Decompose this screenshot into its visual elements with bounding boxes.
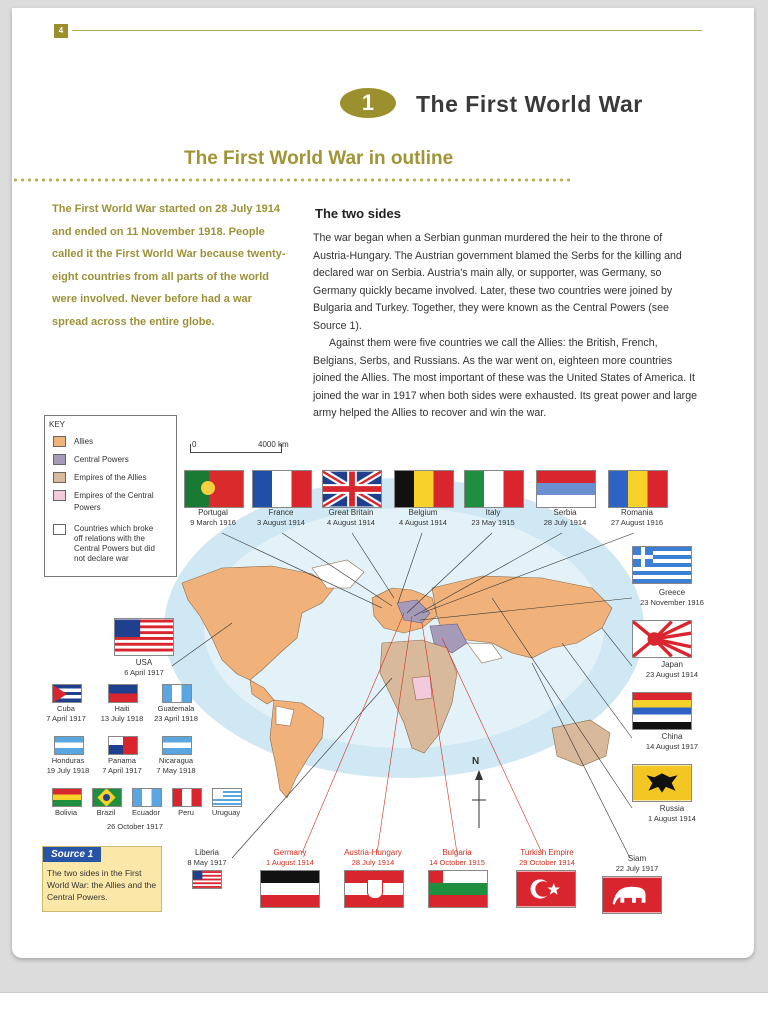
caption-bolivia: Bolivia: [54, 808, 78, 817]
caption-panama: [94, 756, 150, 776]
caption-italy: [453, 508, 533, 528]
key-swatch-allies: [53, 436, 66, 447]
caption-china: [622, 732, 722, 752]
flag-portugal: [184, 470, 244, 508]
flag-italy: [464, 470, 524, 508]
flag-honduras: [54, 736, 84, 755]
caption-germany: [250, 848, 330, 868]
caption-russia: [622, 804, 722, 824]
key-swatch-broke-relations: [53, 524, 66, 535]
key-item-empires-central: [53, 490, 164, 514]
scale-start: 0: [192, 440, 197, 449]
north-arrow: [472, 770, 486, 828]
source-tag: Source 1: [43, 847, 101, 862]
flag-cuba: [52, 684, 82, 703]
name-panama: Panama: [108, 756, 136, 765]
name-liberia: Liberia: [194, 848, 219, 857]
caption-honduras: [40, 756, 96, 776]
flag-panama: [108, 736, 138, 755]
map-key: [44, 415, 177, 577]
date-belgium: 4 August 1914: [399, 518, 447, 527]
flag-brazil: [92, 788, 122, 807]
key-label-allies: Allies: [74, 437, 94, 446]
name-great-britain: Great Britain: [328, 508, 374, 517]
name-honduras: Honduras: [51, 756, 85, 765]
key-item-allies: [53, 436, 164, 448]
name-italy: Italy: [485, 508, 501, 517]
caption-great-britain: [311, 508, 391, 528]
scale-end: 4000 km: [258, 440, 289, 449]
flag-liberia: [192, 870, 222, 889]
key-label-broke-relations: Countries which broke off relations with the Central Powers but did not declare war: [74, 524, 155, 563]
date-turkish-empire: 29 October 1914: [519, 858, 575, 867]
flag-germany: [260, 870, 320, 908]
name-romania: Romania: [620, 508, 653, 517]
date-haiti: 13 July 1918: [100, 714, 144, 723]
caption-belgium: [383, 508, 463, 528]
date-nicaragua: 7 May 1918: [156, 766, 196, 775]
flag-romania: [608, 470, 668, 508]
flag-uruguay: [212, 788, 242, 807]
section-title: The First World War in outline: [184, 148, 454, 169]
key-title: KEY: [49, 420, 66, 429]
flag-usa: [114, 618, 174, 656]
key-swatch-empires-central: [53, 490, 66, 501]
name-japan: Japan: [661, 660, 683, 669]
date-usa: 6 April 1917: [124, 668, 164, 677]
flag-japan: [632, 620, 692, 658]
key-label-central-powers: Central Powers: [74, 455, 129, 464]
dotted-divider: [12, 178, 574, 182]
name-turkish-empire: Turkish Empire: [520, 848, 574, 857]
flag-haiti: [108, 684, 138, 703]
caption-greece: [622, 588, 722, 608]
source-caption: The two sides in the First World War: the Allies and the Central Powers.: [47, 868, 157, 902]
flag-guatemala: [162, 684, 192, 703]
caption-austria-hungary: [328, 848, 418, 868]
next-page-edge: [0, 992, 768, 1033]
date-italy: 23 May 1915: [471, 518, 515, 527]
intro-text: The First World War started on 28 July 1914 and ended on 11 November 1918. People called it the First World War because twenty-eight countries from all parts of the world were involved. Never before had a war spread across the entire globe.: [52, 203, 286, 328]
name-china: China: [661, 732, 683, 741]
caption-serbia: [525, 508, 605, 528]
date-great-britain: 4 August 1914: [327, 518, 375, 527]
header-rule: [72, 30, 702, 31]
caption-japan: [622, 660, 722, 680]
caption-bulgaria: [417, 848, 497, 868]
date-russia: 1 August 1914: [648, 814, 696, 823]
name-russia: Russia: [659, 804, 685, 813]
chapter-number-badge: 1: [340, 88, 396, 118]
key-item-central-powers: [53, 454, 164, 466]
caption-usa: [104, 658, 184, 678]
flag-serbia: [536, 470, 596, 508]
australia-land: [552, 720, 610, 766]
date-serbia: 28 July 1914: [543, 518, 587, 527]
name-greece: Greece: [658, 588, 686, 597]
south-america-date: 26 October 1917: [107, 822, 163, 831]
key-swatch-central-powers: [53, 454, 66, 465]
name-cuba: Cuba: [57, 704, 75, 713]
caption-liberia: [167, 848, 247, 868]
date-china: 14 August 1917: [645, 742, 699, 751]
caption-cuba: [38, 704, 94, 724]
chapter-title: The First World War: [416, 91, 643, 117]
date-japan: 23 August 1914: [645, 670, 699, 679]
name-austria-hungary: Austria-Hungary: [344, 848, 402, 857]
source-caption-box: [42, 846, 162, 912]
date-romania: 27 August 1916: [610, 518, 664, 527]
date-france: 3 August 1914: [257, 518, 305, 527]
page-number: 4: [54, 24, 68, 38]
name-usa: USA: [135, 658, 153, 667]
flag-turkish-empire: [516, 870, 576, 908]
name-portugal: Portugal: [198, 508, 228, 517]
flag-belgium: [394, 470, 454, 508]
key-label-empires-central: Empires of the Central Powers: [74, 491, 154, 512]
name-belgium: Belgium: [408, 508, 438, 517]
date-germany: 1 August 1914: [266, 858, 314, 867]
flag-france: [252, 470, 312, 508]
two-sides-paragraph-2: Against them were five countries we call the Allies: the British, French, Belgians, Serbs, and Russians. As the war went on, eighteen more countries joined the Allies. The most important of these was the United States of America. It joined the war in 1917 when both sides were exhausted. Its great power and large army helped the Allies to recover and win the war.: [313, 337, 697, 419]
flag-austria-hungary: [344, 870, 404, 908]
date-austria-hungary: 28 July 1914: [351, 858, 395, 867]
caption-nicaragua: [148, 756, 204, 776]
caption-ecuador: Ecuador: [132, 808, 160, 817]
north-label: N: [472, 756, 480, 767]
caption-romania: [597, 508, 677, 528]
date-portugal: 9 March 1916: [190, 518, 236, 527]
two-sides-paragraph-1: The war began when a Serbian gunman murdered the heir to the throne of Austria-Hungary. The Austrian government blamed the Serbs for the killing and declared war on Serbia. Austria's main ally, or supporter, was Germany, so Germany quickly became involved. Later, these two countries were joined by Bulgaria and Turkey. Together, they were known as the Central Powers (see Source 1).: [313, 232, 682, 332]
flag-siam: [602, 876, 662, 914]
caption-brazil: Brazil: [96, 808, 116, 817]
flag-greece: [632, 546, 692, 584]
date-siam: 22 July 1917: [615, 864, 659, 873]
name-nicaragua: Nicaragua: [158, 756, 194, 765]
date-greece: 23 November 1916: [640, 598, 704, 607]
caption-haiti: [94, 704, 150, 724]
name-germany: Germany: [273, 848, 307, 857]
date-guatemala: 23 April 1918: [154, 714, 198, 723]
caption-siam: [597, 854, 677, 874]
caption-guatemala: [148, 704, 204, 724]
flag-peru: [172, 788, 202, 807]
name-france: France: [268, 508, 294, 517]
key-item-broke-relations: [53, 524, 164, 564]
key-swatch-empires-allies: [53, 472, 66, 483]
flag-ecuador: [132, 788, 162, 807]
flag-china: [632, 692, 692, 730]
date-bulgaria: 14 October 1915: [429, 858, 485, 867]
key-item-empires-allies: [53, 472, 164, 484]
name-serbia: Serbia: [553, 508, 577, 517]
textbook-page: [12, 8, 754, 958]
name-bulgaria: Bulgaria: [442, 848, 472, 857]
flag-nicaragua: [162, 736, 192, 755]
date-cuba: 7 April 1917: [46, 714, 86, 723]
flag-bolivia: [52, 788, 82, 807]
name-guatemala: Guatemala: [157, 704, 195, 713]
name-haiti: Haiti: [114, 704, 130, 713]
caption-peru: Peru: [178, 808, 194, 817]
key-label-empires-allies: Empires of the Allies: [74, 473, 147, 482]
flag-bulgaria: [428, 870, 488, 908]
date-honduras: 19 July 1918: [46, 766, 90, 775]
caption-turkish-empire: [502, 848, 592, 868]
flag-russia: [632, 764, 692, 802]
caption-france: [241, 508, 321, 528]
two-sides-body: [313, 230, 698, 423]
date-liberia: 8 May 1917: [187, 858, 227, 867]
caption-uruguay: Uruguay: [211, 808, 241, 817]
two-sides-heading: The two sides: [315, 206, 401, 221]
name-siam: Siam: [627, 854, 647, 863]
flag-great-britain: [322, 470, 382, 508]
date-panama: 7 April 1917: [102, 766, 142, 775]
